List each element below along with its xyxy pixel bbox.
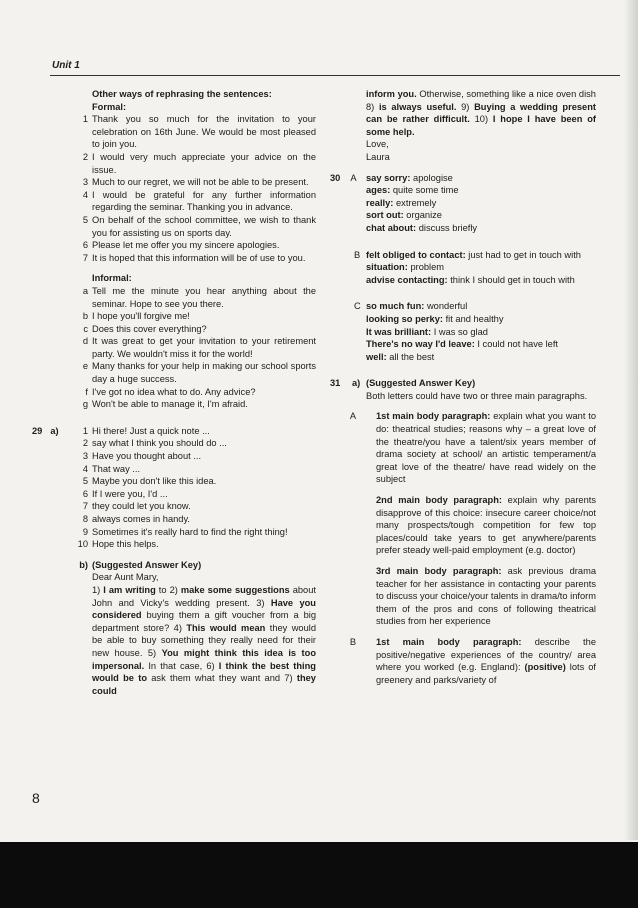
exercise-29-list	[32, 425, 316, 551]
exercise-30-section-a	[330, 172, 596, 235]
item-text: Thank you so much for the invitation to your celebration on 16th June. We would be most pleased to join you.	[92, 114, 316, 150]
item-text: I would be grateful for any further information regarding the seminar. Thanking you in advance.	[92, 189, 316, 213]
item-number: 8	[82, 514, 88, 524]
item-text: Many thanks for your help in making our school sports day a huge success.	[92, 361, 316, 385]
vocab-term: well:	[366, 351, 387, 362]
item-number: 3	[82, 451, 88, 462]
exercise-29b-heading: b) (Suggested Answer Key)	[32, 559, 316, 572]
letter-body-continued: inform you. Otherwise, something like a nice oven dish 8) is always useful. 9) Buying a wedding present can be rather difficult. 10) I hope I have been of some help.	[366, 89, 596, 137]
left-column	[32, 88, 316, 697]
vocab-item	[330, 261, 596, 274]
list-item	[32, 398, 316, 411]
vocab-term: really:	[366, 197, 394, 208]
section-label: A	[350, 172, 357, 183]
list-item	[32, 214, 316, 239]
vocab-meaning: think I should get in touch with	[450, 274, 575, 285]
list-item	[32, 239, 316, 252]
list-item	[32, 252, 316, 265]
vocab-term: looking so perky:	[366, 313, 443, 324]
vocab-meaning: I was so glad	[433, 326, 488, 337]
vocab-term: situation:	[366, 262, 408, 273]
list-item	[32, 151, 316, 176]
vocab-meaning: all the best	[389, 351, 435, 362]
vocab-term: chat about:	[366, 222, 417, 233]
letter-body: 1) I am writing to 2) make some suggestions about John and Vicky's wedding present. 3) Have you considered buying them a gift voucher from a big department store? 4) This would mean they would be able to buy something they really need for their new house. 5) You might think this idea is too impersonal. In that case, 6) I think the best thing would be to ask them what they want and 7) they could	[92, 584, 317, 696]
item-number: 4	[82, 189, 88, 200]
vocab-meaning: fit and healthy	[445, 313, 504, 324]
scan-bottom-margin	[0, 842, 638, 908]
item-number: b	[82, 311, 88, 322]
item-number: g	[82, 399, 88, 410]
list-item	[32, 176, 316, 189]
vocab-term: so much fun:	[366, 301, 425, 312]
section-a-paragraph-1: A 1st main body paragraph: explain what you want to do: theatrical studies; reasons why – a great love of the theatre/you have a talent/six years member of drama society at school/ an artistic temperament/a great love of the theatre/ have read widely on the subject	[330, 410, 596, 486]
item-text: say what I think you should do ...	[92, 438, 227, 449]
list-item	[32, 323, 316, 336]
item-text: It was great to get your invitation to your retirement party. We wouldn't miss it for the world!	[92, 336, 316, 359]
vocab-item	[330, 300, 596, 313]
item-text: Maybe you don't like this idea.	[92, 476, 217, 487]
section-a-paragraph-3: 3rd main body paragraph: ask previous drama teacher for her assistance in contacting your parents to discuss your choice/your talents in drama/to inform them of the pros and cons of following theatrical studies from her experience	[376, 566, 596, 627]
item-text: Sometimes it's really hard to find the right thing!	[92, 526, 288, 537]
vocab-meaning: wonderful	[426, 301, 468, 312]
vocab-meaning: extremely	[396, 197, 437, 208]
vocab-meaning: discuss briefly	[418, 222, 478, 233]
vocab-term: say sorry:	[366, 172, 411, 183]
section-label: C	[354, 301, 361, 312]
exercise-29-item	[32, 500, 316, 513]
item-number: 1	[82, 114, 88, 125]
vocab-item	[330, 222, 596, 235]
item-number: 6	[82, 240, 88, 251]
vocab-term: It was brilliant:	[366, 326, 432, 337]
item-text: Tell me the minute you hear anything about the seminar. Hope to see you there.	[92, 285, 316, 309]
item-text: I would very much appreciate your advice on the issue.	[92, 151, 316, 175]
item-text: always comes in handy.	[92, 514, 191, 524]
vocab-term: advise contacting:	[366, 274, 448, 285]
item-number: f	[85, 386, 88, 397]
list-item	[32, 386, 316, 399]
item-number: 2	[82, 151, 88, 162]
exercise-29-item	[32, 475, 316, 488]
vocab-meaning: problem	[410, 262, 445, 273]
informal-heading: Informal:	[92, 273, 132, 284]
page-number: 8	[32, 790, 40, 806]
list-item	[32, 360, 316, 385]
letter-signature: Laura	[366, 151, 390, 162]
item-number: 2	[82, 438, 88, 449]
list-item	[32, 189, 316, 214]
section-a-label: A	[349, 411, 357, 422]
item-number: 4	[82, 463, 88, 474]
vocab-term: There's no way I'd leave:	[366, 339, 475, 350]
item-number: 1	[82, 425, 88, 436]
item-text: Won't be able to manage it, I'm afraid.	[92, 399, 248, 410]
vocab-term: felt obliged to contact:	[366, 249, 466, 260]
item-number: 6	[82, 488, 88, 499]
item-text: Please let me offer you my sincere apologies.	[92, 240, 280, 251]
vocab-item	[330, 351, 596, 364]
right-column	[330, 88, 596, 686]
exercise-29-item	[32, 526, 316, 539]
item-text: Have you thought about ...	[92, 451, 202, 462]
section-a-paragraph-2: 2nd main body paragraph: explain why parents disapprove of this choice: insecure career choice/not many prospects/tough competition for few top places/could take years to get anywhere/parents prefer steady well-paid employment (e.g. doctor)	[376, 495, 597, 556]
formal-heading: Formal:	[92, 101, 127, 112]
list-item	[32, 285, 316, 310]
list-item	[32, 113, 316, 151]
exercise-30-section-c	[330, 300, 596, 363]
exercise-29-item	[32, 538, 316, 551]
exercise-30-number: 30	[330, 172, 341, 183]
vocab-item	[330, 209, 596, 222]
vocab-item	[330, 338, 596, 351]
item-number: 3	[82, 177, 88, 188]
page-edge	[624, 0, 638, 840]
exercise-30-section-b	[330, 249, 596, 287]
unit-label: Unit 1	[52, 60, 80, 71]
list-item	[32, 310, 316, 323]
vocab-item	[330, 326, 596, 339]
item-number: 5	[82, 476, 88, 487]
item-text: Hope this helps.	[92, 539, 159, 550]
exercise-29-item	[32, 450, 316, 463]
item-text: It is hoped that this information will be of use to you.	[92, 252, 306, 263]
exercise-29-item	[32, 437, 316, 450]
section-b-label: B	[349, 636, 357, 647]
vocab-item	[330, 197, 596, 210]
item-text: Hi there! Just a quick note ...	[92, 425, 210, 436]
header-rule	[50, 75, 620, 76]
item-number: a	[82, 285, 88, 296]
item-text: I hope you'll forgive me!	[92, 311, 190, 322]
item-number: 9	[82, 526, 88, 537]
section-b-paragraph-1: B 1st main body paragraph: describe the positive/negative experiences of the country/ area where you worked (e.g. England): (positive) lots of greenery and parks/variety of	[330, 636, 596, 686]
item-number: d	[82, 336, 88, 347]
item-text: That way ...	[92, 463, 141, 474]
vocab-term: ages:	[366, 185, 391, 196]
vocab-meaning: I could not have left	[477, 339, 559, 350]
vocab-meaning: just had to get in touch with	[468, 249, 581, 260]
item-text: they could let you know.	[92, 501, 191, 512]
exercise-31-heading: 31 a) (Suggested Answer Key)	[330, 378, 476, 389]
item-number: e	[82, 361, 88, 372]
vocab-meaning: apologise	[413, 172, 453, 183]
vocab-item	[330, 184, 596, 197]
exercise-29-number: 29	[32, 425, 43, 436]
informal-list	[32, 285, 316, 411]
letter-close: Love,	[366, 139, 389, 150]
exercise-29-item	[32, 513, 316, 526]
item-text: Does this cover everything?	[92, 323, 207, 334]
exercise-29b-label: b)	[79, 559, 88, 570]
vocab-meaning: quite some time	[392, 185, 459, 196]
rephrase-heading: Other ways of rephrasing the sentences:	[92, 89, 272, 99]
vocab-term: sort out:	[366, 210, 404, 221]
vocab-item	[330, 249, 596, 262]
item-text: If I were you, I'd ...	[92, 488, 168, 499]
exercise-31-intro: Both letters could have two or three main paragraphs.	[366, 390, 588, 401]
section-label: B	[354, 249, 361, 260]
vocab-item	[330, 274, 596, 287]
exercise-29-part-a: a)	[50, 425, 59, 436]
item-number: 7	[82, 252, 88, 263]
exercise-29-item	[32, 488, 316, 501]
item-number: 5	[82, 214, 88, 225]
item-number: 7	[82, 501, 88, 512]
item-number: 10	[77, 539, 88, 550]
vocab-item	[330, 172, 596, 185]
item-text: Much to our regret, we will not be able to be present.	[92, 177, 309, 188]
vocab-item	[330, 313, 596, 326]
list-item	[32, 335, 316, 360]
item-text: I've got no idea what to do. Any advice?	[92, 386, 256, 397]
formal-list	[32, 113, 316, 264]
vocab-meaning: organize	[406, 210, 442, 221]
item-number: c	[83, 323, 88, 334]
exercise-29-item	[32, 463, 316, 476]
item-text: On behalf of the school committee, we wish to thank you for assisting us on sports day.	[92, 214, 316, 238]
letter-greeting: Dear Aunt Mary,	[92, 572, 159, 583]
exercise-31-number: 31	[330, 378, 341, 389]
exercise-29-item	[32, 425, 316, 438]
